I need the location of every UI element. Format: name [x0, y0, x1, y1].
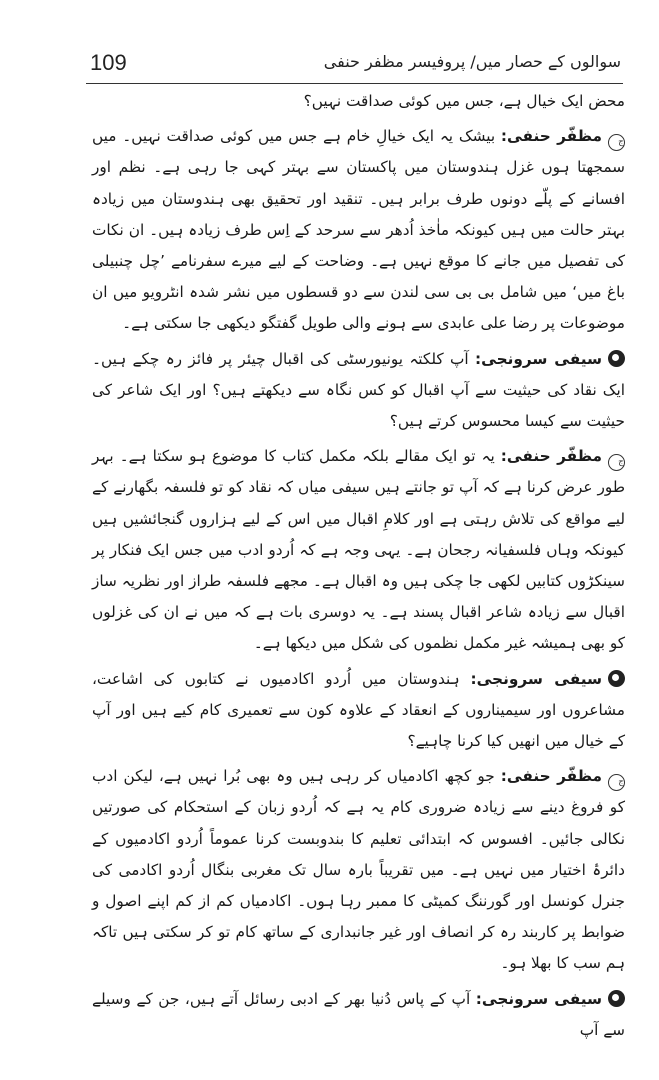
question-paragraph — [92, 344, 625, 438]
question-paragraph — [92, 664, 625, 758]
answer-paragraph — [92, 761, 625, 979]
running-head: سوالوں کے حصار میں/ پروفیسر مظفر حنفی — [323, 52, 621, 71]
answer-paragraph — [92, 441, 625, 659]
paragraph-text: آپ کے پاس دُنیا بھر کے ادبی رسائل آتے ہیں، جن کے وسیلے سے آپ — [92, 989, 625, 1039]
paragraph-text: محض ایک خیال ہے، جس میں کوئی صداقت نہیں؟ — [303, 92, 625, 110]
speaker-name: سیفی سرونجی: — [475, 989, 602, 1008]
answer-marker-icon: ج — [608, 454, 625, 471]
paragraph-text: جو کچھ اکادمیاں کر رہی ہیں وہ بھی بُرا نہیں ہے، لیکن ادب کو فروغ دینے سے زیادہ ضروری کام یہ ہے کہ اُردو زبان کے استحکام کی صورتیں نکالی جائیں۔ افسوس کہ ابتدائی تعلیم کا بندوبست کرنا عموماً اُردو اکادمیوں کے دائرۂ اختیار میں نہیں ہے۔ میں تقریباً بارہ سال تک مغربی بنگال اُردو اکادمی کی جنرل کونسل اور گورننگ کمیٹی کا ممبر رہا ہوں۔ اکادمیاں کم از کم اپنے اصول و ضوابط پر کاربند رہ کر انصاف اور غیر جانبداری کے ساتھ کام تو کر سکتی ہیں تاکہ ہم سب کا بھلا ہو۔ — [92, 767, 625, 973]
paragraph-text: ہندوستان میں اُردو اکادمیوں نے کتابوں کی اشاعت، مشاعروں اور سیمیناروں کے انعقاد کے علاوہ کون سے تعمیری کام کیے ہیں اور آپ کے خیال میں انھیں کیا کرنا چاہیے؟ — [92, 669, 625, 751]
question-paragraph — [92, 984, 625, 1046]
question-marker-icon — [608, 990, 625, 1007]
speaker-name: مظفّر حنفی: — [500, 447, 602, 466]
page-body — [92, 86, 625, 1050]
question-marker-icon — [608, 670, 625, 687]
answer-marker-icon: ج — [608, 774, 625, 791]
paragraph-text: بیشک یہ ایک خیالِ خام ہے جس میں کوئی صداقت نہیں۔ میں سمجھتا ہوں غزل ہندوستان میں پاکستان سے بہتر کہی جا رہی ہے۔ نظم اور افسانے کے پلّے دونوں طرف برابر ہیں۔ تنقید اور تحقیق بھی ہندوستان میں زیادہ بہتر حالت میں ہیں کیونکہ ماٰخذ اُدھر سے سرحد کے اِس طرف زیادہ ہیں۔ ان نکات کی تفصیل میں جانے کا موقع نہیں ہے۔ وضاحت کے لیے میرے سفرنامے ’چل چنبیلی باغ میں‘ میں شامل بی بی سی لندن سے دو قسطوں میں نشر شدہ انٹرویو میں ان موضوعات پر رضا علی عابدی سے ہونے والی طویل گفتگو دیکھی جا سکتی ہے۔ — [92, 127, 625, 333]
page-number: 109 — [90, 50, 127, 75]
paragraph-text: یہ تو ایک مقالے بلکہ مکمل کتاب کا موضوع ہو سکتا ہے۔ بہر طور عرض کرنا ہے کہ آپ تو جانتے ہیں سیفی میاں کہ نقاد کو تو فلسفہ بگھارنے کے لیے مواقع کی تلاش رہتی ہے اور کلامِ اقبال میں اس کے لیے ہزاروں گنجائشیں ہیں کیونکہ وہاں فلسفیانہ رجحان ہے۔ یہی وجہ ہے کہ اُردو ادب میں جس ایک فنکار پر سینکڑوں کتابیں لکھی جا چکی ہیں وہ اقبال ہے۔ مجھے فلسفہ طراز اور نظریہ ساز اقبال سے زیادہ شاعر اقبال پسند ہے۔ یہ دوسری بات ہے کہ میں نے ان کی غزلوں کو بھی ہمیشہ غیر مکمل نظموں کی شکل میں دیکھا ہے۔ — [92, 447, 625, 653]
paragraph-continuation — [92, 86, 625, 117]
speaker-name: مظفّر حنفی: — [500, 767, 602, 786]
header-rule — [86, 83, 623, 84]
speaker-name: سیفی سرونجی: — [470, 669, 602, 688]
question-marker-icon — [608, 350, 625, 367]
answer-paragraph — [92, 121, 625, 339]
paragraph-text: آپ کلکتہ یونیورسٹی کی اقبال چیئر پر فائز رہ چکے ہیں۔ ایک نقاد کی حیثیت سے آپ اقبال کو کس نگاہ سے دیکھتے ہیں؟ اور ایک شاعر کی حیثیت سے کیسا محسوس کرتے ہیں؟ — [92, 349, 625, 431]
speaker-name: سیفی سرونجی: — [475, 349, 602, 368]
answer-marker-icon: ج — [608, 134, 625, 151]
page-header — [90, 50, 621, 86]
speaker-name: مظفّر حنفی: — [500, 127, 602, 146]
